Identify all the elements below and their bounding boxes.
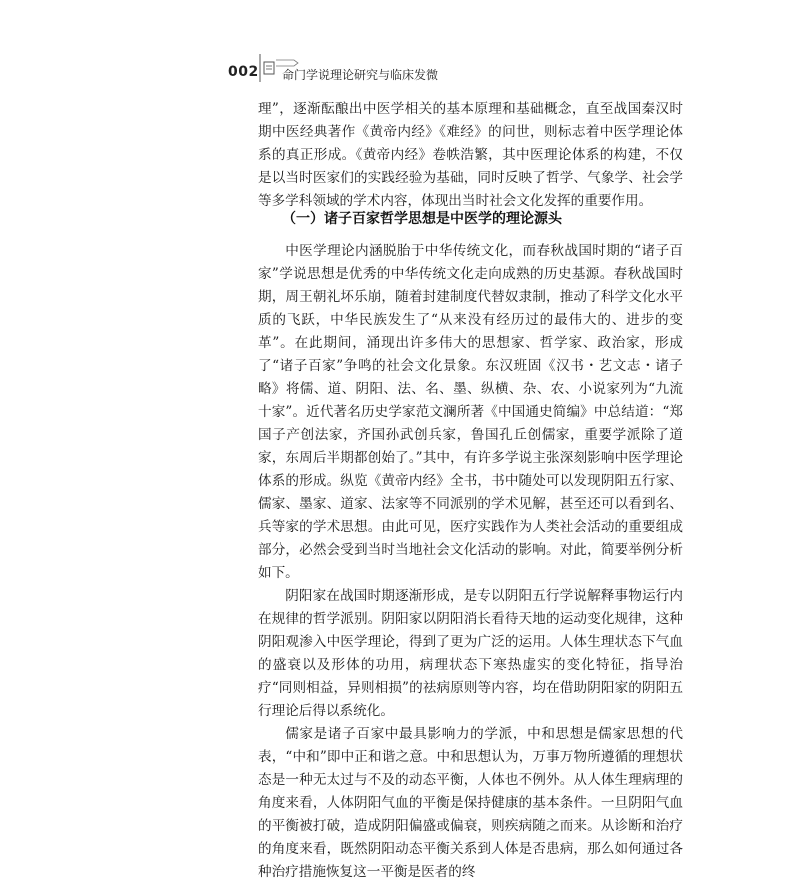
page-number: 002 <box>228 64 259 80</box>
paragraph: 中医学理论内涵脱胎于中华传统文化，而春秋战国时期的“诸子百家”学说思想是优秀的中华传统文化走向成熟的历史基源。春秋战国时期，周王朝礼坏乐崩，随着封建制度代替奴隶制，推动了科学文化水平质的飞跃，中华民族发生了“从来没有经历过的最伟大的、进步的变革”。在此期间，涌现出许多伟大的思想家、哲学家、政治家，形成了“诸子百家”争鸣的社会文化景象。东汉班固《汉书・艺文志・诸子略》将儒、道、阴阳、法、名、墨、纵横、杂、农、小说家列为“九流十家”。近代著名历史学家范文澜所著《中国通史简编》中总结道：“郑国子产创法家，齐国孙武创兵家，鲁国孔丘创儒家，重要学派除了道家，东周后半期都创始了。”其中，有许多学说主张深刻影响中医学理论体系的形成。纵览《黄帝内经》全书，书中随处可以发现阴阳五行家、儒家、墨家、道家、法家等不同派别的学术见解，甚至还可以看到名、兵等家的学术思想。由此可见，医疗实践作为人类社会活动的重要组成部分，必然会受到当时当地社会文化活动的影响。对此，简要举例分析如下。 <box>258 243 683 581</box>
paragraph: 儒家是诸子百家中最具影响力的学派，中和思想是儒家思想的代表，“中和”即中正和谐之意。中和思想认为，万事万物所遵循的理想状态是一种无太过与不及的动态平衡，人体也不例外。从人体生理病理的角度来看，人体阴阳气血的平衡是保持健康的基本条件。一旦阴阳气血的平衡被打破，造成阴阳偏盛或偏衰，则疾病随之而来。从诊断和治疗的角度来看，既然阴阳动态平衡关系到人体是否患病，那么如何通过各种治疗措施恢复这一平衡是医者的终 <box>258 726 683 880</box>
section-heading: （一）诸子百家哲学思想是中医学的理论源头 <box>282 211 562 227</box>
running-title: 命门学说理论研究与临床发微 <box>282 68 439 82</box>
paragraph: 理”，逐渐酝酿出中医学相关的基本原理和基础概念，直至战国秦汉时期中医经典著作《黄帝内经》《难经》的问世，则标志着中医学理论体系的真正形成。《黄帝内经》卷帙浩繁，其中医理论体系的构建，不仅是以当时医家们的实践经验为基础，同时反映了哲学、气象学、社会学等多学科领域的学术内容，体现出当时社会文化发挥的重要作用。 <box>258 101 683 209</box>
intro-text <box>258 98 683 213</box>
page-header <box>228 52 688 84</box>
paragraph: 阴阳家在战国时期逐渐形成，是专以阴阳五行学说解释事物运行内在规律的哲学派别。阴阳家以阴阳消长看待天地的运动变化规律，这种阴阳观渗入中医学理论，得到了更为广泛的运用。人体生理状态下气血的盛衰以及形体的功用，病理状态下寒热虚实的变化特征，指导治疗“同则相益，异则相损”的祛病原则等内容，均在借助阴阳家的阴阳五行理论后得以系统化。 <box>258 588 683 719</box>
body-text <box>258 240 683 884</box>
